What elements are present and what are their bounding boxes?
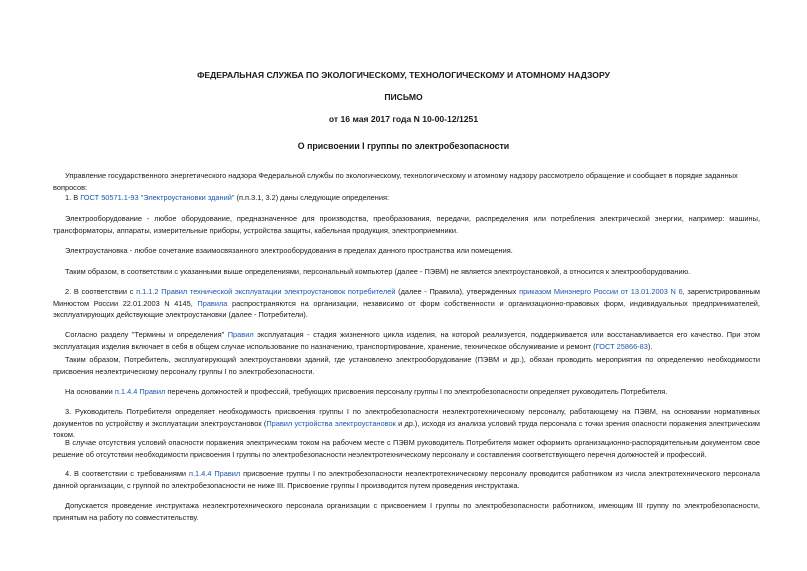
paragraph-text: На основании xyxy=(65,387,115,396)
paragraph-consumer-obligation xyxy=(53,354,760,377)
paragraph-text: (п.п.3.1, 3.2) даны следующие определения: xyxy=(234,193,390,202)
link-rules-1-4-4[interactable]: п.1.4.4 Правил xyxy=(188,469,241,478)
link-gost-25866[interactable]: ГОСТ 25866-83 xyxy=(595,341,648,351)
paragraph-definition-installation xyxy=(53,245,760,257)
agency-name: ФЕДЕРАЛЬНАЯ СЛУЖБА ПО ЭКОЛОГИЧЕСКОМУ, ТЕХНОЛОГИЧЕСКОМУ И АТОМНОМУ НАДЗОРУ xyxy=(197,70,610,80)
paragraph-no-hazard xyxy=(53,437,760,460)
paragraph-2 xyxy=(53,286,760,321)
paragraph-1 xyxy=(53,192,760,204)
link-rules[interactable]: Правил xyxy=(227,330,254,339)
paragraph-text: 1. В xyxy=(65,193,81,202)
paragraph-part-time xyxy=(53,500,760,523)
link-installation-rules[interactable]: Правил устройства электроустановок xyxy=(266,418,396,428)
document-title: О присвоении I группы по электробезопасности xyxy=(297,141,510,151)
paragraph-text: Электроустановка - любое сочетание взаимосвязанного электрооборудования в пределах данного пространства или помещения. xyxy=(65,246,513,255)
paragraph-text: Электрооборудование - любое оборудование, предназначенное для производства, преобразования, передачи, распределения или потребления электрической энергии, например: машины, трансформаторы, аппараты, измерительные приборы, устройства защиты, кабельная продукция, электроприемники. xyxy=(53,214,760,235)
paragraph-text: эксплуатация - стадия жизненного цикла изделия, на которой реализуется, поддерживается или восстанавливается его качество. При этом эксплуатация изделия включает в себя в общем случае использование по назначению, транспортирование, хранение, техническое обслуживание и ремонт ( xyxy=(53,330,760,351)
paragraph-text: ). xyxy=(647,341,653,351)
paragraph-text: (далее - Правила), утвержденных xyxy=(395,287,520,296)
link-order-minenergo[interactable]: приказом Минэнерго России от 13.01.2003 N 6 xyxy=(519,287,683,296)
paragraph-text: Управление государственного энергетического надзора Федеральной службы по экологическому, технологическому и атомному надзору рассмотрело обращение и сообщает в порядке заданных вопросов: xyxy=(53,171,738,192)
paragraph-text: Допускается проведение инструктажа неэлектротехнического персонала организации с присвоением I группы по электробезопасности работником, имеющим III группу по электробезопасности, принятым на работу по совместительству. xyxy=(53,501,760,522)
link-gost-50571[interactable]: ГОСТ 50571.1-93 "Электроустановки зданий" xyxy=(80,193,235,202)
paragraph-text: распространяются на организации, независимо от форм собственности и организационно-правовых форм, индивидуальных предпринимателей, эксплуатирующих действующие электроустановки (далее - Потребители). xyxy=(53,298,760,319)
paragraph-text: В случае отсутствия условий опасности поражения электрическим током на рабочем месте с ПЭВМ руководитель Потребителя может оформить организационно-распорядительным документом свое решение об отсутствии необходимости присвоения I группы по электробезопасности неэлектротехническому персоналу и составления соответствующего перечня должностей и профессий. xyxy=(53,438,760,459)
paragraph-text: 2. В соответствии с xyxy=(65,287,137,296)
paragraph-definition-equipment xyxy=(53,213,760,236)
paragraph-text: Согласно разделу "Термины и определения" xyxy=(65,330,228,339)
link-rules[interactable]: Правила xyxy=(197,298,228,308)
paragraph-text: присвоение группы I по электробезопасности неэлектротехническому персоналу проводится работником из числа электротехнического персонала данной организации, с группой по электробезопасности не ниже III. Присвоение группы I производится путем проведения инструктажа. xyxy=(53,469,760,490)
paragraph-terms xyxy=(53,329,760,352)
document-type: ПИСЬМО xyxy=(384,92,423,102)
paragraph-text: перечень должностей и профессий, требующих присвоения персоналу группы I по электробезопасности определяет руководитель Потребителя. xyxy=(165,387,668,396)
document-date-number: от 16 мая 2017 года N 10-00-12/1251 xyxy=(328,114,479,124)
paragraph-text: Таким образом, в соответствии с указанными выше определениями, персональный компьютер (далее - ПЭВМ) не является электроустановкой, а относится к электрооборудованию. xyxy=(65,267,691,276)
paragraph-text: Таким образом, Потребитель, эксплуатирующий электроустановки зданий, где установлено электрооборудование (ПЭВМ и др.), обязан проводить мероприятия по определению необходимости присвоения неэлектрическому персоналу группы I по электробезопасности. xyxy=(53,355,760,376)
paragraph-conclusion-pc xyxy=(53,266,760,278)
paragraph-text: 3. Руководитель Потребителя определяет необходимость присвоения группы I по электробезопасности неэлектротехническому персоналу, работающему на ПЭВМ, на основании нормативных документов по устройству и эксплуатации электроустановок ( xyxy=(53,407,760,428)
paragraph-intro xyxy=(53,170,760,193)
paragraph-3 xyxy=(53,406,760,441)
paragraph-list-of-positions xyxy=(53,386,760,398)
paragraph-text: и др.), исходя из анализа условий труда персонала с точки зрения опасности поражения электрическим током. xyxy=(53,418,761,439)
link-rules-1-4-4[interactable]: п.1.4.4 Правил xyxy=(114,387,166,396)
paragraph-text: 4. В соответствии с требованиями xyxy=(65,469,189,478)
paragraph-text: , зарегистрированным Минюстом России 22.01.2003 N 4145, xyxy=(53,287,761,308)
paragraph-4 xyxy=(53,468,760,491)
link-rules-1-1-2[interactable]: п.1.1.2 Правил технической эксплуатации электроустановок потребителей xyxy=(136,287,396,296)
